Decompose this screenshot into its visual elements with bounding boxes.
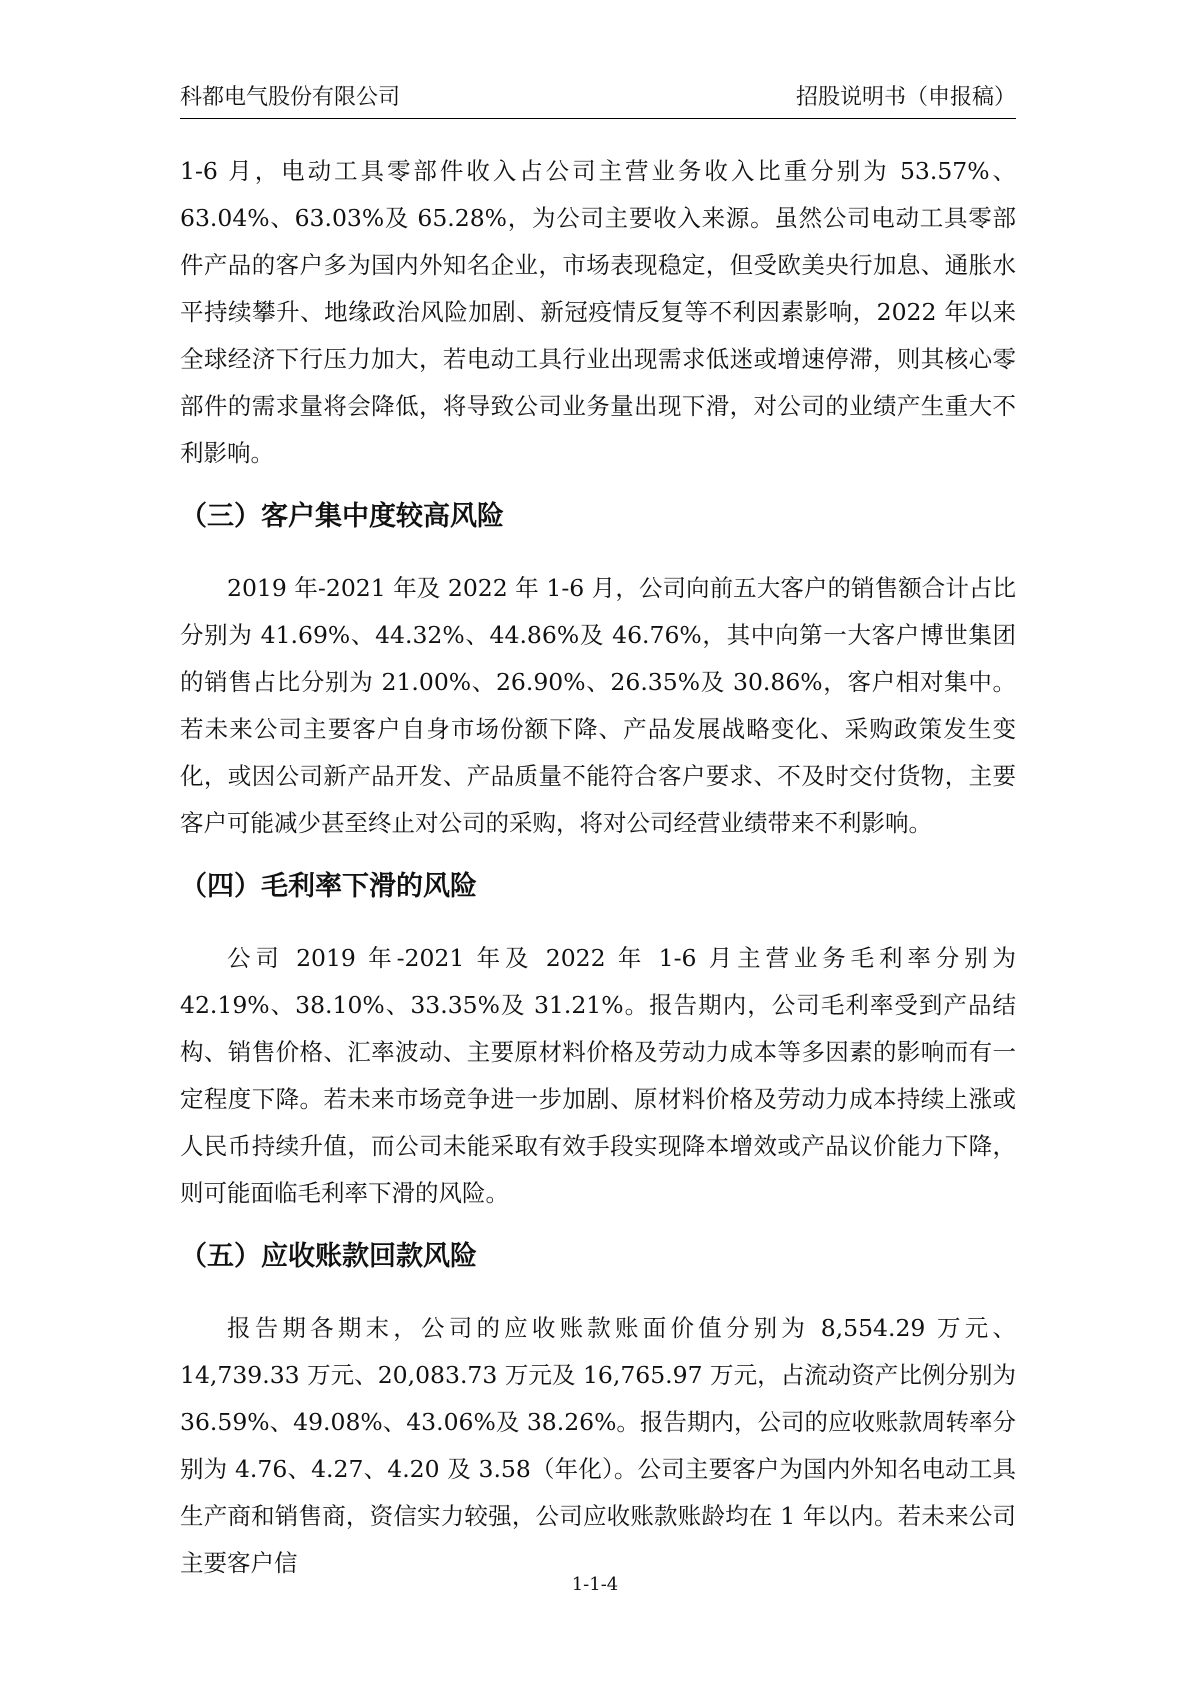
section-heading-gross-margin: （四）毛利率下滑的风险 xyxy=(180,871,477,902)
page-number: 1-1-4 xyxy=(571,1574,619,1595)
header-company-name: 科都电气股份有限公司 xyxy=(180,85,401,110)
intro-paragraph: 1-6 月，电动工具零部件收入占公司主营业务收入比重分别为 53.57%、63.04%、63.03%及 65.28%，为公司主要收入来源。虽然公司电动工具零部件产品的客户多为国内外知名企业，市场表现稳定，但受欧美央行加息、通胀水平持续攀升、地缘政治风险加剧、新冠疫情反复等不利因素影响，2022 年以来全球经济下行压力加大，若电动工具行业出现需求低迷或增速停滞，则其核心零部件的需求量将会降低，将导致公司业务量出现下滑，对公司的业绩产生重大不利影响。 xyxy=(180,157,1016,467)
header-document-type: 招股说明书（申报稿） xyxy=(795,85,1016,110)
section-heading-receivables: （五）应收账款回款风险 xyxy=(180,1241,477,1272)
section-heading-customer-concentration: （三）客户集中度较高风险 xyxy=(180,501,504,532)
section-paragraph-receivables: 报告期各期末，公司的应收账款账面价值分别为 8,554.29 万元、14,739.33 万元、20,083.73 万元及 16,765.97 万元，占流动资产比例分别为 36.59%、49.08%、43.06%及 38.26%。报告期内，公司的应收账款周转率分别为 4.76、4.27、4.20 及 3.58（年化）。公司主要客户为国内外知名电动工具生产商和销售商，资信实力较强，公司应收账款账龄均在 1 年以内。若未来公司主要客户信 xyxy=(180,1314,1016,1577)
page-content xyxy=(180,148,1016,1587)
page-header xyxy=(180,84,1016,119)
section-paragraph-customer-concentration: 2019 年-2021 年及 2022 年 1-6 月，公司向前五大客户的销售额合计占比分别为 41.69%、44.32%、44.86%及 46.76%，其中向第一大客户博世集团的销售占比分别为 21.00%、26.90%、26.35%及 30.86%，客户相对集中。若未来公司主要客户自身市场份额下降、产品发展战略变化、采购政策发生变化，或因公司新产品开发、产品质量不能符合客户要求、不及时交付货物，主要客户可能减少甚至终止对公司的采购，将对公司经营业绩带来不利影响。 xyxy=(180,574,1016,837)
section-paragraph-gross-margin: 公司 2019 年-2021 年及 2022 年 1-6 月主营业务毛利率分别为 42.19%、38.10%、33.35%及 31.21%。报告期内，公司毛利率受到产品结构、销售价格、汇率波动、主要原材料价格及劳动力成本等多因素的影响而有一定程度下降。若未来市场竞争进一步加剧、原材料价格及劳动力成本持续上涨或人民币持续升值，而公司未能采取有效手段实现降本增效或产品议价能力下降，则可能面临毛利率下滑的风险。 xyxy=(180,944,1016,1207)
